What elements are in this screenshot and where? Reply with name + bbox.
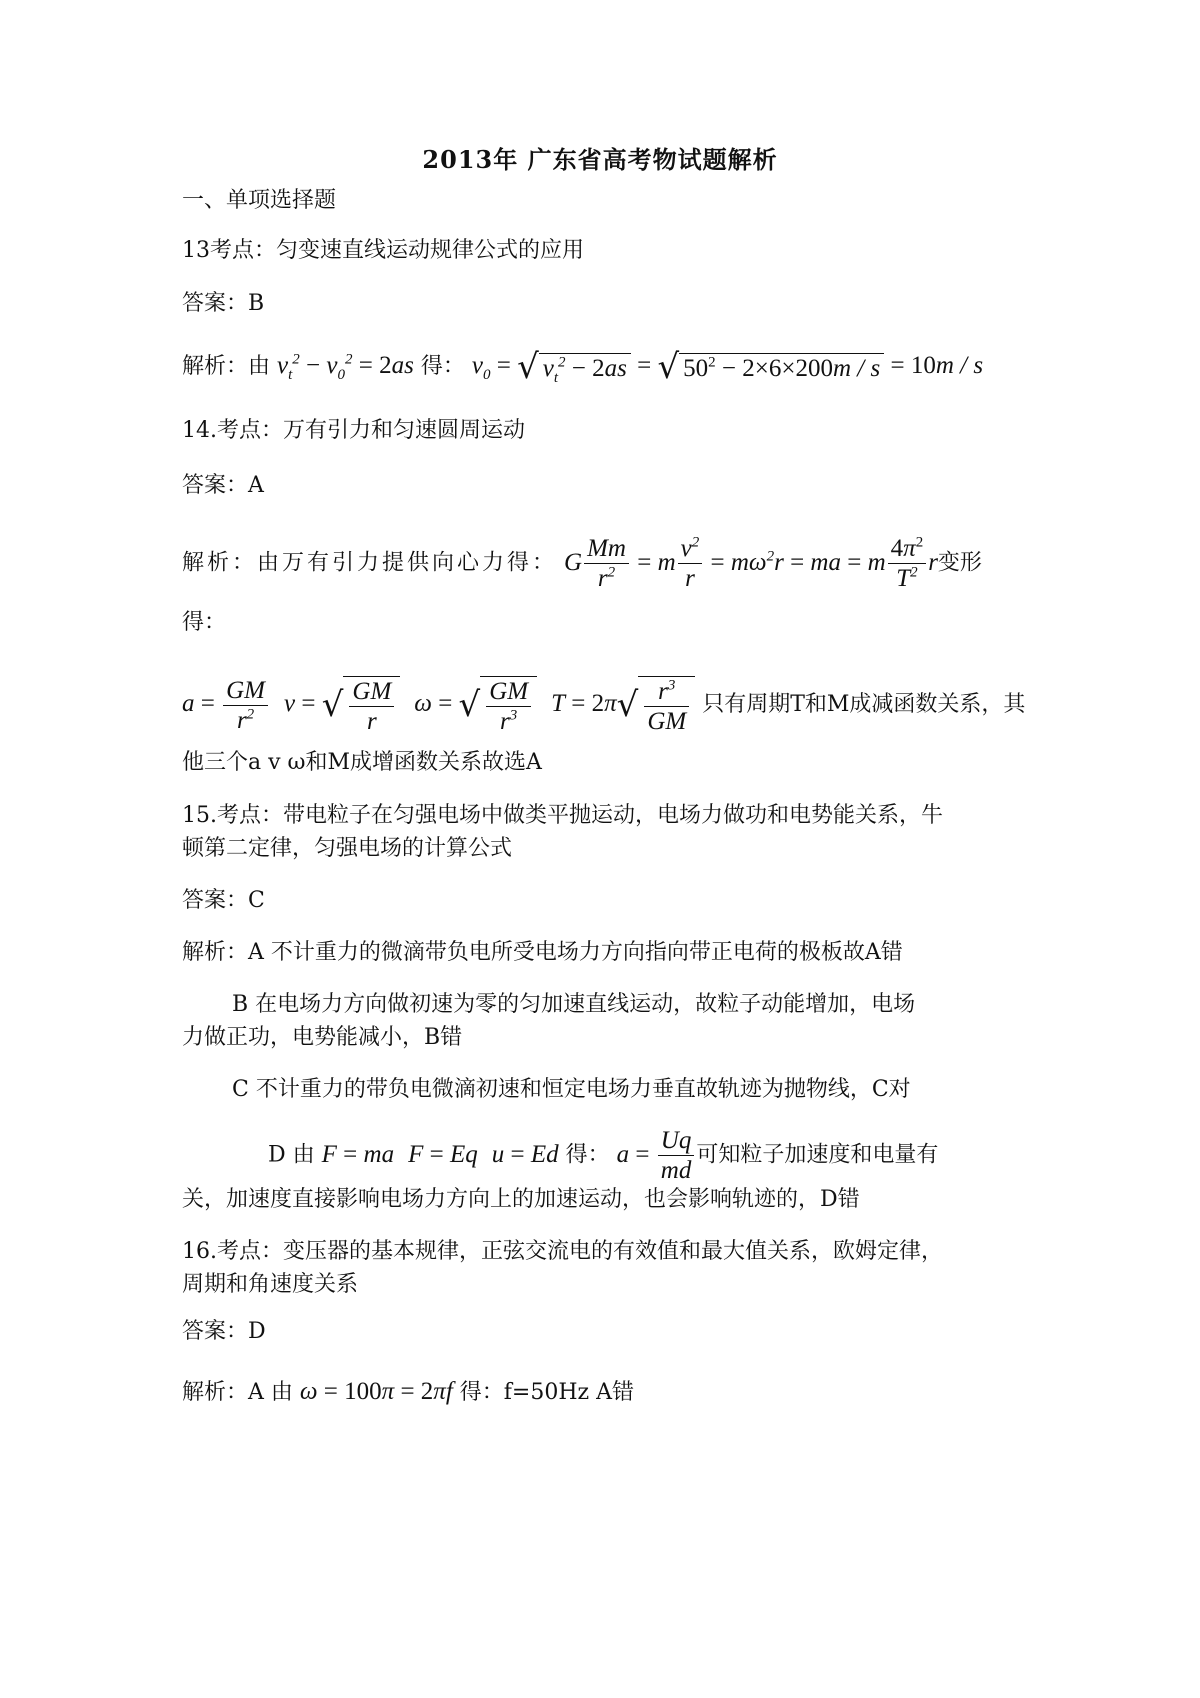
q14-analysis-prefix: 解析：由万有引力提供向心力得：	[182, 550, 558, 576]
q16-analysis-prefix: 解析：A 由	[182, 1380, 293, 1405]
q16-answer: 答案：D	[182, 1319, 266, 1344]
q14-answer: 答案：A	[182, 473, 264, 498]
q15-topic-line1: 15.考点：带电粒子在匀强电场中做类平抛运动，电场力做功和电势能关系，牛	[182, 803, 943, 828]
q15-formula-acceleration: a = $\frac{Uq}{md}$	[617, 1143, 697, 1168]
q15-option-a: 解析：A 不计重力的微滴带负电所受电场力方向指向带正电荷的极板故A错	[182, 940, 903, 965]
q15-formula-forces: F = ma F = Eq u = Ed	[321, 1140, 559, 1168]
q16-formula-omega: ω = 100π = 2πf	[299, 1378, 453, 1405]
q14-analysis-suffix: 变形	[937, 550, 982, 576]
q15-option-b-line1: B 在电场力方向做初速为零的匀加速直线运动，故粒子动能增加，电场	[232, 992, 916, 1017]
q14-conclusion: 他三个a v ω和M成增函数关系故选A	[182, 750, 542, 775]
q13-formula-result: $v_0$ = √ $v_t^2 - 2as$ = √ $50^2 - 2\times 6\times 200m / s = 10m / s$	[471, 347, 984, 387]
q14-analysis	[182, 536, 982, 591]
q15-option-d-line2: 关，加速度直接影响电场力方向上的加速运动，也会影响轨迹的，D错	[182, 1187, 860, 1212]
q14-topic: 14.考点：万有引力和匀速圆周运动	[182, 418, 525, 443]
q15-d-prefix: D 由	[268, 1142, 315, 1168]
q14-formula-gravitation: G $\frac{Mm}{r^2}$ = m $\frac{v^2}{r}$ = $m\omega^2r$ = ma = m $\frac{4\pi^2}{T^2}$ r	[564, 534, 938, 592]
q15-option-b-line2: 力做正功，电势能减小，B错	[182, 1025, 463, 1050]
q15-d-suffix: 可知粒子加速度和电量有	[696, 1142, 939, 1168]
q13-topic: 13考点：匀变速直线运动规律公式的应用	[182, 238, 584, 263]
q15-topic-line2: 顿第二定律，匀强电场的计算公式	[182, 836, 513, 861]
q14-analysis-wrap: 得：	[182, 610, 227, 635]
q16-analysis-mid: 得：f=50Hz A错	[459, 1380, 635, 1405]
q13-formula-kinematics: $v_t^2 - v_0^2 = 2as$	[277, 351, 414, 383]
q15-option-c: C 不计重力的带负电微滴初速和恒定电场力垂直故轨迹为抛物线，C对	[232, 1077, 911, 1102]
q13-analysis-mid: 得：	[420, 354, 465, 379]
q16-topic-line1: 16.考点：变压器的基本规律，正弦交流电的有效值和最大值关系，欧姆定律，	[182, 1239, 943, 1264]
q16-topic-line2: 周期和角速度关系	[182, 1272, 359, 1297]
q15-d-mid: 得：	[565, 1142, 610, 1168]
q13-analysis-prefix: 解析：由	[182, 354, 271, 379]
q13-answer: 答案：B	[182, 291, 265, 316]
section-heading: 一、单项选择题	[182, 188, 337, 213]
q15-answer: 答案：C	[182, 888, 265, 913]
q16-analysis	[182, 1379, 634, 1404]
document-title: 2013年 广东省高考物试题解析	[422, 145, 778, 174]
q14-relation-text: 只有周期T和M成减函数关系，其	[702, 692, 1026, 717]
q14-relations	[182, 676, 1025, 734]
q15-option-d	[268, 1128, 938, 1183]
q14-formula-set: a = $\frac{GM}{r^2}$ v = √ $\frac{GM}{r}$ ω = √ $\frac{GM}{r^3}$ T = 2π√ $\frac{r^3}{GM}$	[182, 692, 695, 717]
q13-analysis	[182, 347, 984, 387]
